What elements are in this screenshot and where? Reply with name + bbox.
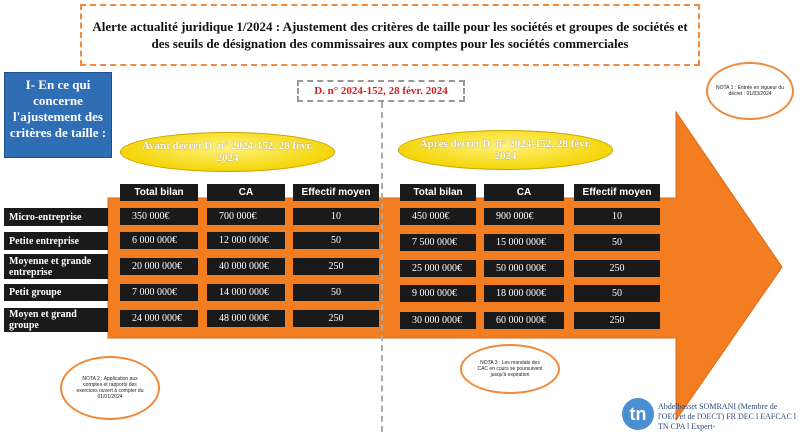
table-cell: 14 000 000€ [207,284,285,301]
note-1-cloud [706,62,794,120]
table-cell: 24 000 000€ [120,310,198,327]
note-3-cloud [460,344,560,394]
table-cell: 30 000 000€ [400,312,476,329]
table-cell: 10 [293,208,379,225]
col-header-after-effectif: Effectif moyen [574,184,660,201]
before-decree-label [120,132,335,172]
table-cell: 50 [293,284,379,301]
row-label-petite-entreprise: Petite entreprise [4,232,108,250]
table-cell: 700 000€ [207,208,285,225]
col-header-before-total-bilan: Total bilan [120,184,198,201]
author-logo: tn [622,398,654,430]
row-label-petit-groupe: Petit groupe [4,284,108,301]
table-cell: 48 000 000€ [207,310,285,327]
table-cell: 9 000 000€ [400,285,476,302]
row-label-moyen-grand-groupe: Moyen et grand groupe [4,308,108,332]
section-heading: I- En ce qui concerne l'ajustement des critères de taille : [9,77,107,140]
alert-title: Alerte actualité juridique 1/2024 : Ajustement des critères de taille pour les sociétés et groupes de sociétés et des seuils de désignation des commissaires aux comptes pour les sociétés commerciales [92,19,688,51]
row-label-moyenne-grande-entreprise: Moyenne et grande entreprise [4,254,108,279]
note-2-cloud [60,356,160,420]
table-cell: 25 000 000€ [400,260,476,277]
row-label-micro-entreprise: Micro-entreprise [4,208,108,226]
table-cell: 7 500 000€ [400,234,476,251]
table-cell: 50 000 000€ [484,260,564,277]
table-cell: 450 000€ [400,208,476,225]
before-decree-text: Avant décret D. n° 2024-152, 28 févr. 2024 [141,140,314,164]
table-cell: 12 000 000€ [207,232,285,249]
table-cell: 250 [293,310,379,327]
table-cell: 10 [574,208,660,225]
table-cell: 50 [293,232,379,249]
after-decree-label [398,130,613,170]
note-1-text: NOTA 1 : Entrée en vigueur du décret : 01/03/2024 [715,85,784,97]
table-cell: 60 000 000€ [484,312,564,329]
table-cell: 350 000€ [120,208,198,225]
table-cell: 50 [574,285,660,302]
after-decree-text: Après décret D. n° 2024-152, 28 févr. 2024 [419,138,592,162]
table-cell: 20 000 000€ [120,258,198,275]
table-cell: 50 [574,234,660,251]
decree-divider-line [381,102,383,432]
table-cell: 250 [293,258,379,275]
col-header-after-ca: CA [484,184,564,201]
note-3-text: NOTA 3 : Les mandats des CAC en cours se poursuivent jusqu'à expiration [477,360,543,378]
table-cell: 900 000€ [484,208,564,225]
author-credit: Abdelbasset SOMRANI (Membre de l'OEC et de l'OECT) FR DEC l EAFCAC l TN CPA l Expert- [658,402,796,431]
col-header-after-total-bilan: Total bilan [400,184,476,201]
table-cell: 18 000 000€ [484,285,564,302]
col-header-before-ca: CA [207,184,285,201]
table-cell: 40 000 000€ [207,258,285,275]
decree-label: D. n° 2024-152, 28 févr. 2024 [314,85,448,97]
table-cell: 15 000 000€ [484,234,564,251]
table-cell: 250 [574,312,660,329]
col-header-before-effectif: Effectif moyen [293,184,379,201]
note-2-text: NOTA 2 : Application aux comptes et rapports des exercices ouvert à compter du 01/01/2024 [76,376,144,400]
table-cell: 250 [574,260,660,277]
table-cell: 6 000 000€ [120,232,198,249]
table-cell: 7 000 000€ [120,284,198,301]
